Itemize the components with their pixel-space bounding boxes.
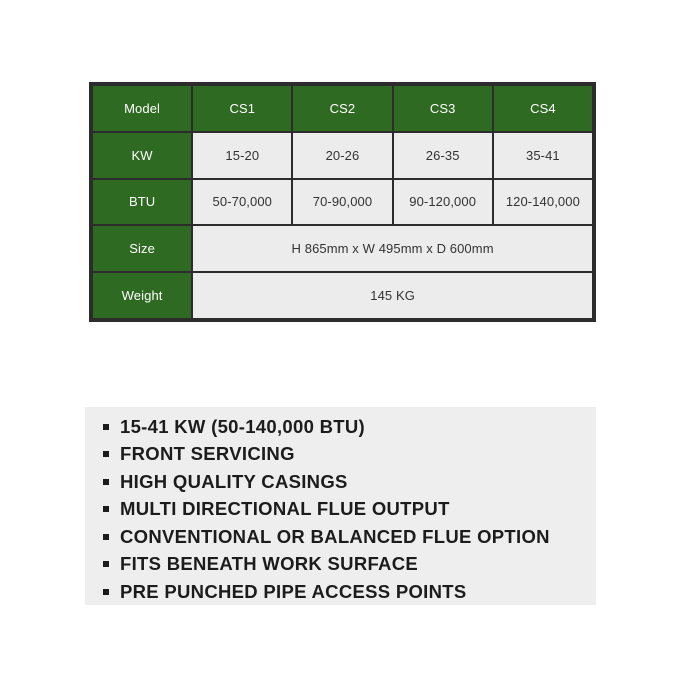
header-cell-model: Model <box>93 86 191 131</box>
row-label-weight: Weight <box>93 273 191 318</box>
header-cell-cs1: CS1 <box>193 86 291 131</box>
table-cell: 120-140,000 <box>494 180 592 225</box>
list-item <box>103 523 596 551</box>
bullet-icon <box>103 589 109 595</box>
table-row-weight <box>93 273 592 318</box>
feature-text: MULTI DIRECTIONAL FLUE OUTPUT <box>120 498 450 520</box>
table-row-kw <box>93 133 592 178</box>
header-cell-cs3: CS3 <box>394 86 492 131</box>
table-cell-weight: 145 KG <box>193 273 592 318</box>
bullet-icon <box>103 451 109 457</box>
table-cell: 26-35 <box>394 133 492 178</box>
bullet-icon <box>103 424 109 430</box>
list-item <box>103 413 596 441</box>
feature-text: FITS BENEATH WORK SURFACE <box>120 553 419 575</box>
spec-table-grid <box>91 84 594 320</box>
bullet-icon <box>103 534 109 540</box>
table-cell: 20-26 <box>293 133 391 178</box>
list-item <box>103 496 596 524</box>
table-cell: 35-41 <box>494 133 592 178</box>
row-label-kw: KW <box>93 133 191 178</box>
list-item <box>103 551 596 579</box>
list-item <box>103 578 596 606</box>
table-cell: 90-120,000 <box>394 180 492 225</box>
table-row-btu <box>93 180 592 225</box>
bullet-icon <box>103 506 109 512</box>
list-item <box>103 468 596 496</box>
row-label-btu: BTU <box>93 180 191 225</box>
row-label-size: Size <box>93 226 191 271</box>
feature-list-panel <box>85 407 596 605</box>
table-cell: 50-70,000 <box>193 180 291 225</box>
feature-list <box>103 413 596 606</box>
table-cell: 15-20 <box>193 133 291 178</box>
spec-table <box>89 82 596 322</box>
feature-text: HIGH QUALITY CASINGS <box>120 470 348 492</box>
table-cell-size: H 865mm x W 495mm x D 600mm <box>193 226 592 271</box>
table-row-size <box>93 226 592 271</box>
feature-text: 15-41 KW (50-140,000 BTU) <box>120 415 366 437</box>
feature-text: CONVENTIONAL OR BALANCED FLUE OPTION <box>120 525 550 547</box>
list-item <box>103 441 596 469</box>
feature-text: FRONT SERVICING <box>120 443 295 465</box>
header-cell-cs2: CS2 <box>293 86 391 131</box>
table-header-row <box>93 86 592 131</box>
bullet-icon <box>103 561 109 567</box>
header-cell-cs4: CS4 <box>494 86 592 131</box>
feature-text: PRE PUNCHED PIPE ACCESS POINTS <box>120 580 467 602</box>
table-cell: 70-90,000 <box>293 180 391 225</box>
bullet-icon <box>103 479 109 485</box>
